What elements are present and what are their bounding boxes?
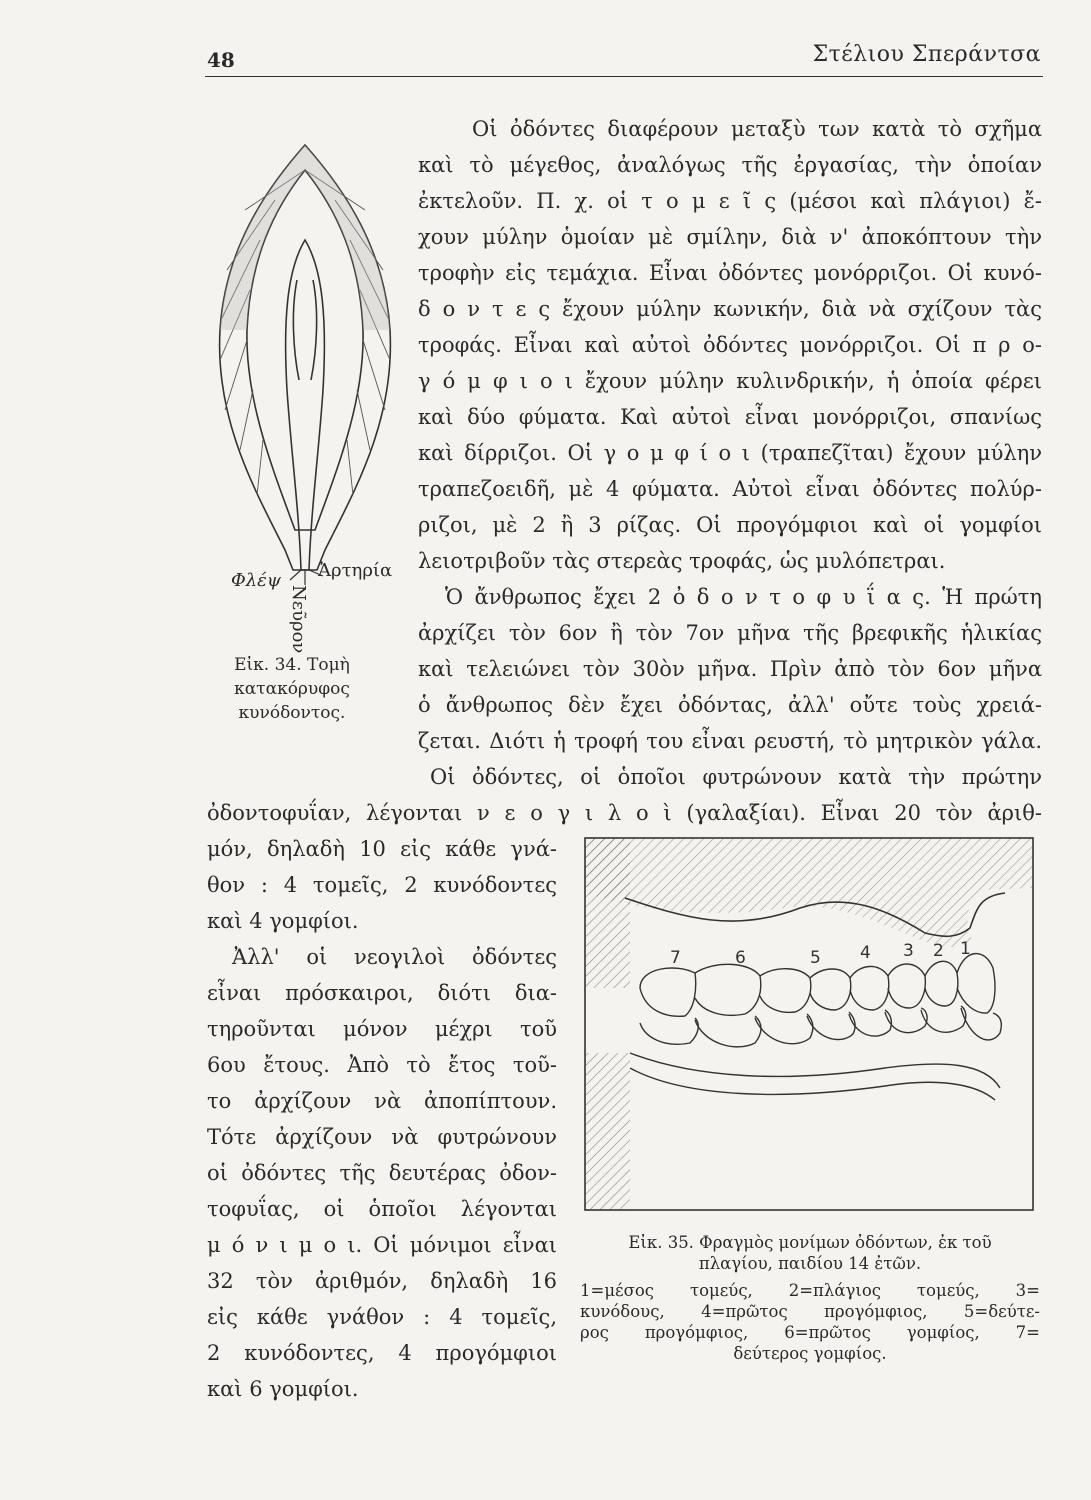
body-line: τοφυΐας, οἱ ὁποῖοι λέγονται bbox=[207, 1197, 557, 1221]
figure35-caption-line: δεύτερος γομφίος. bbox=[733, 1344, 887, 1363]
figure35-caption-line: 1=μέσος τομεύς, 2=πλάγιος τομεύς, 3= bbox=[580, 1281, 1040, 1300]
body-line: 6ου ἔτους. Ἀπὸ τὸ ἔτος τοῦ- bbox=[207, 1053, 557, 1077]
figure35-caption-line: πλαγίου, παιδίου 14 ἐτῶν. bbox=[698, 1254, 922, 1273]
body-line: Ἀλλ' οἱ νεογιλοὶ ὀδόντες bbox=[232, 945, 557, 969]
tooth-number-7: 7 bbox=[670, 948, 681, 968]
header-rule bbox=[205, 76, 1043, 77]
body-line: Οἱ ὀδόντες, οἱ ὁποῖοι φυτρώνουν κατὰ τὴν πρώτην bbox=[430, 765, 1042, 789]
body-line: λειοτριβοῦν τὰς στερεὰς τροφάς, ὡς μυλόπετραι. bbox=[418, 549, 946, 573]
body-line: καὶ τελειώνει τὸν 30ὸν μῆνα. Πρὶν ἀπὸ τὸν 6ον μῆνα bbox=[418, 657, 1042, 681]
body-line: χουν μύλην ὁμοίαν μὲ σμίλην, διὰ ν' ἀποκόπτουν τὴν bbox=[418, 225, 1042, 249]
body-line: καὶ δίρριζοι. Οἱ γ ο μ φ ί ο ι (τραπεζῖται) ἔχουν μύλην bbox=[418, 441, 1042, 465]
body-line: καὶ δύο φύματα. Καὶ αὐτοὶ εἶναι μονόρριζοι, σπανίως bbox=[418, 405, 1042, 429]
dental-arch-figure bbox=[585, 838, 1035, 1218]
body-line: 32 τὸν ἀριθμόν, δηλαδὴ 16 bbox=[207, 1269, 557, 1293]
body-line: εἶναι πρόσκαιροι, διότι δια- bbox=[207, 981, 557, 1005]
body-line: ἀρχίζει τὸν 6ον ἢ τὸν 7ον μῆνα τῆς βρεφικῆς ἡλικίας bbox=[418, 621, 1042, 645]
tooth-number-2: 2 bbox=[933, 941, 944, 961]
figure34-caption-line: κατακόρυφος bbox=[234, 679, 350, 699]
body-line: θον : 4 τομεῖς, 2 κυνόδοντες bbox=[207, 873, 557, 897]
figure35-caption-line: Εἰκ. 35. Φραγμὸς μονίμων ὀδόντων, ἐκ τοῦ bbox=[628, 1233, 992, 1252]
body-line: οἱ ὀδόντες τῆς δευτέρας ὀδον- bbox=[207, 1161, 557, 1185]
body-line: το ἀρχίζουν νὰ ἀποπίπτουν. bbox=[207, 1089, 557, 1113]
body-line-full: ὀδοντοφυΐαν, λέγονται ν ε ο γ ι λ ο ὶ (γαλαξίαι). Εἶναι 20 τὸν ἀριθ- bbox=[207, 801, 1042, 825]
body-line: καὶ τὸ μέγεθος, ἀναλόγως τῆς ἐργασίας, τὴν ὁποίαν bbox=[418, 153, 1042, 177]
figure35-caption-line: κυνόδους, 4=πρῶτος προγόμφιος, 5=δεύτε- bbox=[580, 1302, 1040, 1321]
body-line: τροφὴν εἰς τεμάχια. Εἶναι ὀδόντες μονόρριζοι. Οἱ κυνό- bbox=[418, 261, 1042, 285]
tooth-number-5: 5 bbox=[810, 948, 821, 968]
running-title: Στέλιου Σπεράντσα bbox=[812, 42, 1041, 67]
figure34-caption-line: κυνόδοντος. bbox=[238, 703, 346, 723]
body-line: ὁ ἄνθρωπος δὲν ἔχει ὀδόντας, ἀλλ' οὔτε τοὺς χρειά- bbox=[418, 693, 1042, 717]
figure35-caption-line: ρος προγόμφιος, 6=πρῶτος γομφίος, 7= bbox=[580, 1323, 1040, 1342]
figure34-caption-line: Εἰκ. 34. Τομὴ bbox=[234, 655, 350, 675]
body-line: εἰς κάθε γνάθον : 4 τομεῖς, bbox=[207, 1305, 557, 1329]
body-line: καὶ 6 γομφίοι. bbox=[207, 1377, 359, 1401]
tooth-number-4: 4 bbox=[860, 943, 871, 963]
tooth-number-6: 6 bbox=[735, 948, 746, 968]
body-line: γ ό μ φ ι ο ι ἔχουν μύλην κυλινδρικήν, ἡ ὁποία φέρει bbox=[418, 369, 1042, 393]
label-phleps: Φλέψ bbox=[231, 570, 281, 591]
page-number: 48 bbox=[207, 48, 235, 72]
body-line: τροφάς. Εἶναι καὶ αὐτοὶ ὀδόντες μονόρριζοι. Οἱ π ρ ο- bbox=[418, 333, 1042, 357]
label-neuron: Νεῦρον bbox=[288, 585, 309, 654]
body-line: τραπεζοειδῆ, μὲ 4 φύματα. Αὐτοὶ εἶναι ὀδόντες πολύρ- bbox=[418, 477, 1042, 501]
body-line: μόν, δηλαδὴ 10 εἰς κάθε γνά- bbox=[207, 837, 557, 861]
label-arteria: Ἀρτηρία bbox=[318, 560, 393, 581]
body-line: καὶ 4 γομφίοι. bbox=[207, 909, 359, 933]
body-line: τηροῦνται μόνον μέχρι τοῦ bbox=[207, 1017, 557, 1041]
body-line: Τότε ἀρχίζουν νὰ φυτρώνουν bbox=[207, 1125, 557, 1149]
body-line: δ ο ν τ ε ς ἔχουν μύλην κωνικήν, διὰ νὰ σχίζουν τὰς bbox=[418, 297, 1042, 321]
body-line: Ὁ ἄνθρωπος ἔχει 2 ὀ δ ο ν τ ο φ υ ΐ α ς. Ἡ πρώτη bbox=[445, 585, 1042, 609]
tooth-number-1: 1 bbox=[960, 939, 971, 959]
body-line: 2 κυνόδοντες, 4 προγόμφιοι bbox=[207, 1341, 557, 1365]
tooth-number-3: 3 bbox=[903, 941, 914, 961]
body-line: ριζοι, μὲ 2 ἢ 3 ρίζας. Οἱ προγόμφιοι καὶ οἱ γομφίοι bbox=[418, 513, 1042, 537]
body-line: μ ό ν ι μ ο ι. Οἱ μόνιμοι εἶναι bbox=[207, 1233, 557, 1257]
body-line: ἐκτελοῦν. Π. χ. οἱ τ ο μ ε ῖ ς (μέσοι καὶ πλάγιοι) ἔ- bbox=[418, 189, 1042, 213]
body-line: ζεται. Διότι ἡ τροφή του εἶναι ρευστή, τὸ μητρικὸν γάλα. bbox=[418, 729, 1042, 753]
body-line: Οἱ ὀδόντες διαφέρουν μεταξὺ των κατὰ τὸ σχῆμα bbox=[472, 117, 1042, 141]
